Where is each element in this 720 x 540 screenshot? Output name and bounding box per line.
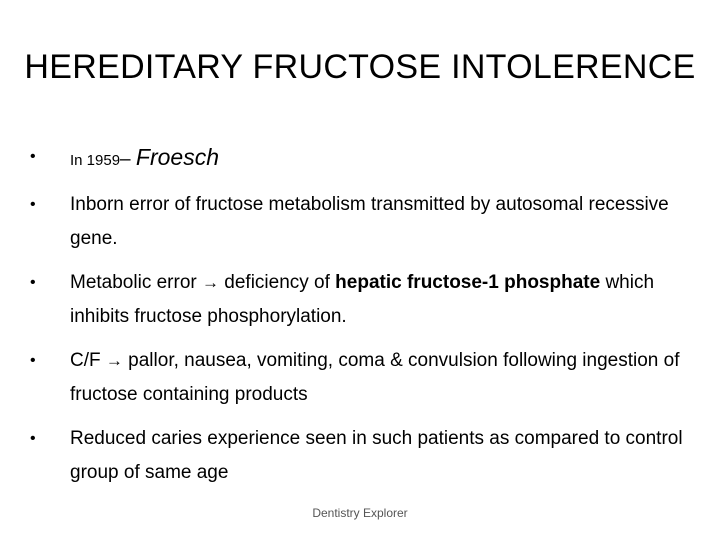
bullet-item-5	[30, 422, 690, 490]
bullet-2-text: Inborn error of fructose metabolism transmitted by autosomal recessive gene.	[70, 194, 669, 249]
bullet-3-mid: deficiency of	[219, 272, 336, 293]
bullet-4-tail: pallor, nausea, vomiting, coma & convulsion following ingestion of fructose containing products	[70, 350, 680, 405]
bullet-item-1	[30, 140, 690, 178]
footer-text: Dentistry Explorer	[312, 506, 408, 520]
bullet-4-lead: C/F	[70, 350, 106, 371]
bullet-icon: •	[30, 352, 36, 369]
bullet-list	[30, 140, 690, 500]
arrow-icon: →	[105, 351, 123, 370]
bullet-icon: •	[30, 196, 36, 213]
bullet-1-dash: –	[120, 149, 136, 170]
bullet-icon: •	[30, 430, 36, 447]
bullet-item-4	[30, 344, 690, 412]
bullet-item-2	[30, 188, 690, 256]
bullet-icon: •	[30, 274, 36, 291]
bullet-3-enzyme: hepatic fructose-1 phosphate	[335, 272, 601, 293]
bullet-1-name: Froesch	[135, 144, 219, 170]
bullet-item-3	[30, 266, 690, 334]
slide-title: HEREDITARY FRUCTOSE INTOLERENCE	[24, 48, 696, 86]
bullet-3-tail: which inhibits fructose phosphorylation.	[70, 272, 655, 327]
bullet-3-lead: Metabolic error	[70, 272, 202, 293]
bullet-icon: •	[30, 148, 36, 165]
bullet-1-year: In 1959	[70, 152, 121, 169]
arrow-icon: →	[202, 273, 219, 292]
bullet-5-text: Reduced caries experience seen in such patients as compared to control group of same age	[70, 428, 683, 483]
